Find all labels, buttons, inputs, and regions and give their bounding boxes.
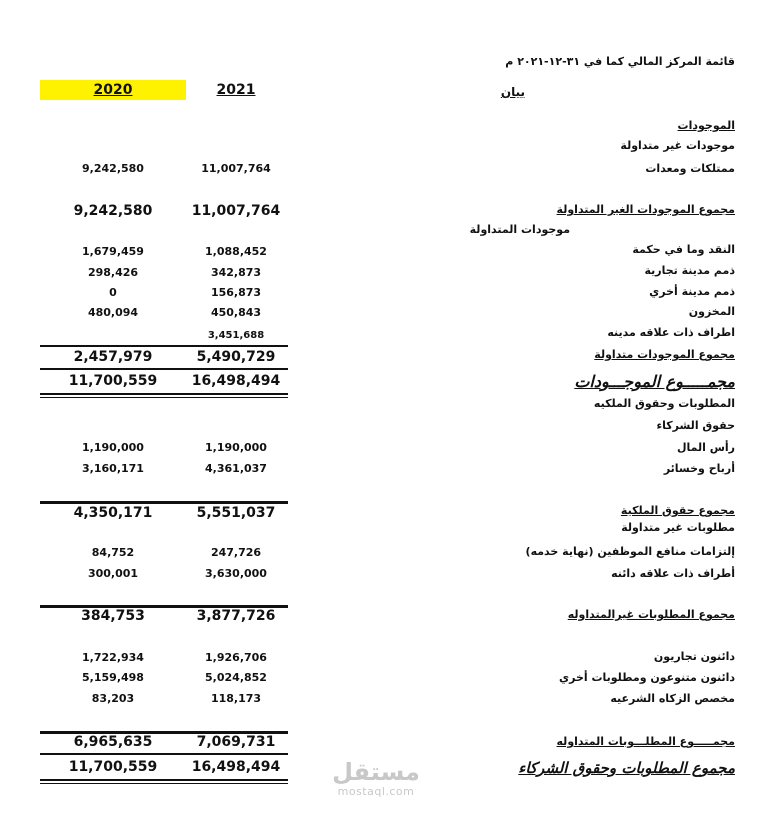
value-2020: 0 — [109, 286, 117, 299]
row-label: رأس المال — [676, 441, 735, 454]
row-label: النقد وما في حكمة — [632, 243, 735, 256]
value-2020: 1,190,000 — [82, 441, 144, 454]
row-label: ذمم مدينة تجارية — [644, 264, 735, 277]
row-label: ذمم مدينة أخري — [649, 285, 735, 298]
rule — [40, 368, 288, 370]
value-2020: 3,160,171 — [82, 462, 144, 475]
row-label: ممتلكات ومعدات — [645, 162, 735, 175]
grand-total-2020: 11,700,559 — [68, 759, 158, 775]
row-label: مجموع الموجودات الغير المتداولة — [556, 203, 735, 216]
value-2021: 3,630,000 — [205, 567, 267, 580]
total-2021: 5,551,037 — [196, 505, 276, 521]
row-label: دائنون تجاريون — [653, 650, 735, 663]
total-2020: 384,753 — [81, 608, 145, 624]
row-label: موجودات المتداولة — [469, 223, 570, 236]
total-2021: 7,069,731 — [196, 734, 276, 750]
row-label: دائنون متنوعون ومطلوبات أخري — [559, 671, 735, 684]
value-2021: 247,726 — [210, 546, 262, 559]
value-2021: 1,926,706 — [205, 651, 267, 664]
row-label: المطلوبات وحقوق الملكيه — [593, 397, 735, 410]
rule — [40, 393, 288, 395]
value-2020: 1,722,934 — [82, 651, 144, 664]
row-label: أرباح وخسائر — [663, 462, 735, 475]
value-2020: 480,094 — [87, 306, 139, 319]
row-label: مجمـــــوع الموجـــودات — [574, 372, 735, 391]
total-2021: 11,007,764 — [191, 203, 281, 219]
total-2021: 5,490,729 — [196, 349, 276, 365]
row-label: حقوق الشركاء — [656, 419, 735, 432]
watermark-arabic: مستقل — [332, 758, 420, 786]
total-2020: 6,965,635 — [73, 734, 153, 750]
rule — [40, 397, 288, 398]
value-2021: 450,843 — [210, 306, 262, 319]
row-label: مجموع المطلوبات غيرالمتداوله — [567, 608, 735, 621]
value-2020: 84,752 — [91, 546, 135, 559]
statement-title: قائمة المركز المالي كما في ٣١-١٢-٢٠٢١ م — [505, 55, 735, 68]
row-label: مجمـــــوع المطلـــوبات المتداوله — [556, 735, 735, 748]
value-2020: 9,242,580 — [82, 162, 144, 175]
grand-total-2021: 16,498,494 — [191, 759, 281, 775]
description-column-header: بيان — [500, 85, 525, 99]
grand-total-2021: 16,498,494 — [191, 373, 281, 389]
row-label: مخصص الزكاه الشرعيه — [610, 692, 735, 705]
value-2020: 5,159,498 — [82, 671, 144, 684]
value-2021: 1,190,000 — [205, 441, 267, 454]
year-2020-header: 2020 — [40, 80, 186, 100]
row-label: موجودات غير متداولة — [620, 139, 735, 152]
watermark-logo — [318, 758, 434, 798]
grand-total-2020: 11,700,559 — [68, 373, 158, 389]
rule — [40, 783, 288, 784]
value-2021: 1,088,452 — [205, 245, 267, 258]
rule — [40, 753, 288, 755]
row-label: إلتزامات منافع الموظفين (نهاية خدمه) — [525, 545, 735, 558]
row-label: مجموع المطلوبات وحقوق الشركاء — [518, 759, 735, 777]
value-2020: 298,426 — [87, 266, 139, 279]
row-label: اطراف ذات علاقه مدينه — [607, 326, 735, 339]
value-2020: 300,001 — [87, 567, 139, 580]
row-label: مطلوبات غير متداولة — [621, 521, 735, 534]
row-label: مجموع الموجودات متداولة — [594, 348, 735, 361]
value-2020: 1,679,459 — [82, 245, 144, 258]
value-2021: 11,007,764 — [201, 162, 271, 175]
total-2020: 4,350,171 — [73, 505, 153, 521]
value-2021: 4,361,037 — [205, 462, 267, 475]
total-2020: 2,457,979 — [73, 349, 153, 365]
row-label: الموجودات — [677, 119, 735, 132]
total-2021: 3,877,726 — [196, 608, 276, 624]
value-2021: 342,873 — [210, 266, 262, 279]
row-label: أطراف ذات علاقه دائنه — [611, 567, 735, 580]
rule — [40, 779, 288, 781]
watermark-latin: mostaql.com — [337, 785, 415, 798]
year-2021-header: 2021 — [216, 82, 256, 98]
row-label: مجموع حقوق الملكية — [620, 504, 735, 517]
value-2021: 156,873 — [210, 286, 262, 299]
total-2020: 9,242,580 — [73, 203, 153, 219]
value-2021: 3,451,688 — [207, 330, 265, 341]
value-2020: 83,203 — [91, 692, 135, 705]
value-2021: 5,024,852 — [205, 671, 267, 684]
rule — [40, 345, 288, 347]
value-2021: 118,173 — [210, 692, 262, 705]
row-label: المخزون — [688, 305, 735, 318]
